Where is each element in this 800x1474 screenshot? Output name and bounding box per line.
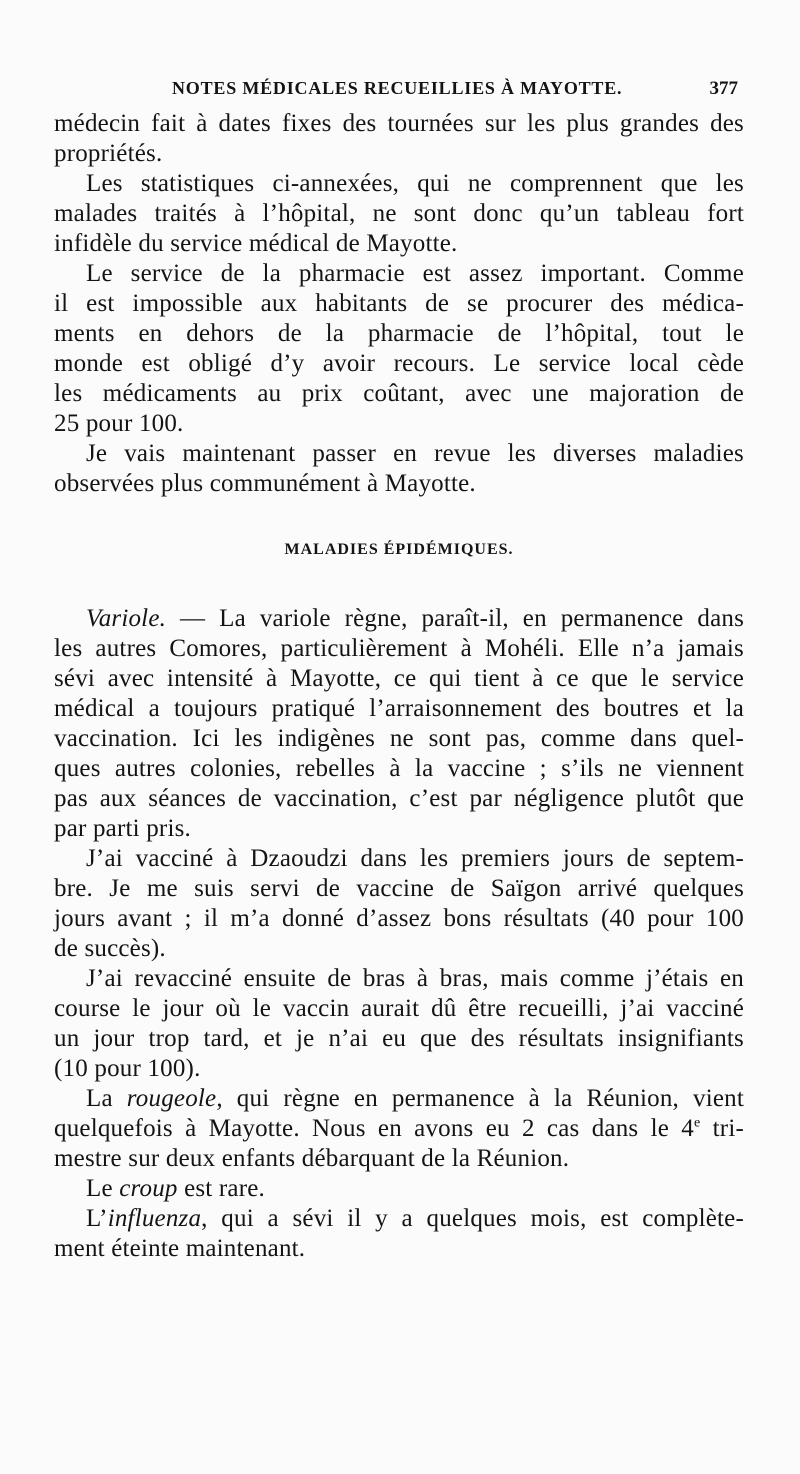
text-line: médecin fait à dates fixes des tournées sur les plus grandes des bbox=[54, 110, 744, 137]
text-line: observées plus communément à Mayotte. bbox=[54, 470, 476, 497]
paragraph-croup bbox=[54, 1174, 744, 1204]
text-line: jours avant ; il m’a donné d’assez bons résultats (40 pour 100 bbox=[54, 905, 744, 932]
text-line: les autres Comores, particulièrement à Mohéli. Elle n’a jamais bbox=[54, 635, 744, 662]
text-line bbox=[54, 1084, 744, 1114]
text-line bbox=[54, 1204, 744, 1234]
paragraph-rougeole bbox=[54, 1084, 744, 1174]
rougeole-prefix: La bbox=[86, 1085, 127, 1112]
text-line: les médicaments au prix coûtant, avec une majoration de bbox=[54, 380, 744, 407]
text-line: ment éteinte maintenant. bbox=[54, 1235, 306, 1262]
text-line: course le jour où le vaccin aurait dû être recueilli, j’ai vacciné bbox=[54, 995, 744, 1022]
superscript: e bbox=[693, 1115, 701, 1131]
paragraph-variole bbox=[54, 604, 744, 844]
em-dash: — bbox=[166, 605, 220, 632]
text-line bbox=[54, 1174, 744, 1204]
text-line: vaccination. Ici les indigènes ne sont pas, comme dans quel- bbox=[54, 725, 744, 752]
text-line: de succès). bbox=[54, 935, 166, 962]
paragraph-continued bbox=[54, 109, 744, 169]
croup-suffix: est rare. bbox=[177, 1175, 265, 1202]
rougeole-line2-end: tri- bbox=[700, 1115, 745, 1142]
paragraph-vaccination bbox=[54, 844, 744, 964]
text-line: monde est obligé d’y avoir recours. Le service local cède bbox=[54, 350, 744, 377]
paragraph-pharmacy bbox=[54, 259, 744, 439]
paragraph-review bbox=[54, 439, 744, 499]
running-header-title: NOTES MÉDICALES RECUEILLIES À MAYOTTE. bbox=[172, 78, 623, 98]
text-line: J’ai vacciné à Dzaoudzi dans les premiers jours de septem- bbox=[86, 845, 744, 872]
text-line: bre. Je me suis servi de vaccine de Saïgon arrivé quelques bbox=[54, 875, 744, 902]
rougeole-line-text: , qui règne en permanence à la Réunion, vient bbox=[216, 1085, 745, 1112]
text-line: un jour trop tard, et je n’ai eu que des résultats insignifiants bbox=[54, 1025, 744, 1052]
text-line: ments en dehors de la pharmacie de l’hôpital, tout le bbox=[54, 320, 744, 347]
text-line: ques autres colonies, rebelles à la vaccine ; s’ils ne viennent bbox=[54, 755, 744, 782]
page-body bbox=[54, 109, 744, 1264]
text-line: propriétés. bbox=[54, 140, 163, 167]
page-header bbox=[0, 72, 800, 112]
paragraph-influenza bbox=[54, 1204, 744, 1264]
text-line: Les statistiques ci-annexées, qui ne comprennent que les bbox=[86, 170, 744, 197]
text-line: Le service de la pharmacie est assez important. Comme bbox=[86, 260, 744, 287]
rougeole-term: rougeole bbox=[126, 1085, 217, 1112]
section-title: MALADIES ÉPIDÉMIQUES. bbox=[284, 541, 514, 558]
text-line: Je vais maintenant passer en revue les diverses maladies bbox=[86, 440, 744, 467]
text-line bbox=[54, 1114, 744, 1144]
text-line: J’ai revacciné ensuite de bras à bras, mais comme j’étais en bbox=[86, 965, 744, 992]
text-line: par parti pris. bbox=[54, 815, 191, 842]
page-number: 377 bbox=[709, 78, 738, 99]
paragraph-revaccination bbox=[54, 964, 744, 1084]
croup-prefix: Le bbox=[86, 1175, 120, 1202]
croup-term: croup bbox=[119, 1175, 178, 1202]
text-line: 25 pour 100. bbox=[54, 410, 184, 437]
text-line: infidèle du service médical de Mayotte. bbox=[54, 230, 458, 257]
text-line: médical a toujours pratiqué l’arraisonnement des boutres et la bbox=[54, 695, 744, 722]
text-line: il est impossible aux habitants de se procurer des médica- bbox=[54, 290, 744, 317]
text-line bbox=[54, 604, 744, 634]
rougeole-line2-start: quelquefois à Mayotte. Nous en avons eu 2 cas dans le 4 bbox=[54, 1115, 694, 1142]
variole-line-text: La variole règne, paraît-il, en permanence dans bbox=[219, 605, 744, 632]
text-line: (10 pour 100). bbox=[54, 1055, 201, 1082]
text-line: sévi avec intensité à Mayotte, ce qui tient à ce que le service bbox=[54, 665, 744, 692]
influenza-term: influenza bbox=[107, 1205, 202, 1232]
influenza-line-text: , qui a sévi il y a quelques mois, est complète- bbox=[201, 1205, 744, 1232]
influenza-prefix: L’ bbox=[86, 1205, 108, 1232]
text-line: pas aux séances de vaccination, c’est par négligence plutôt que bbox=[54, 785, 744, 812]
text-line: mestre sur deux enfants débarquant de la Réunion. bbox=[54, 1145, 570, 1172]
paragraph-statistics bbox=[54, 169, 744, 259]
text-line: malades traités à l’hôpital, ne sont donc qu’un tableau fort bbox=[54, 200, 744, 227]
variole-heading: Variole. bbox=[86, 605, 167, 632]
